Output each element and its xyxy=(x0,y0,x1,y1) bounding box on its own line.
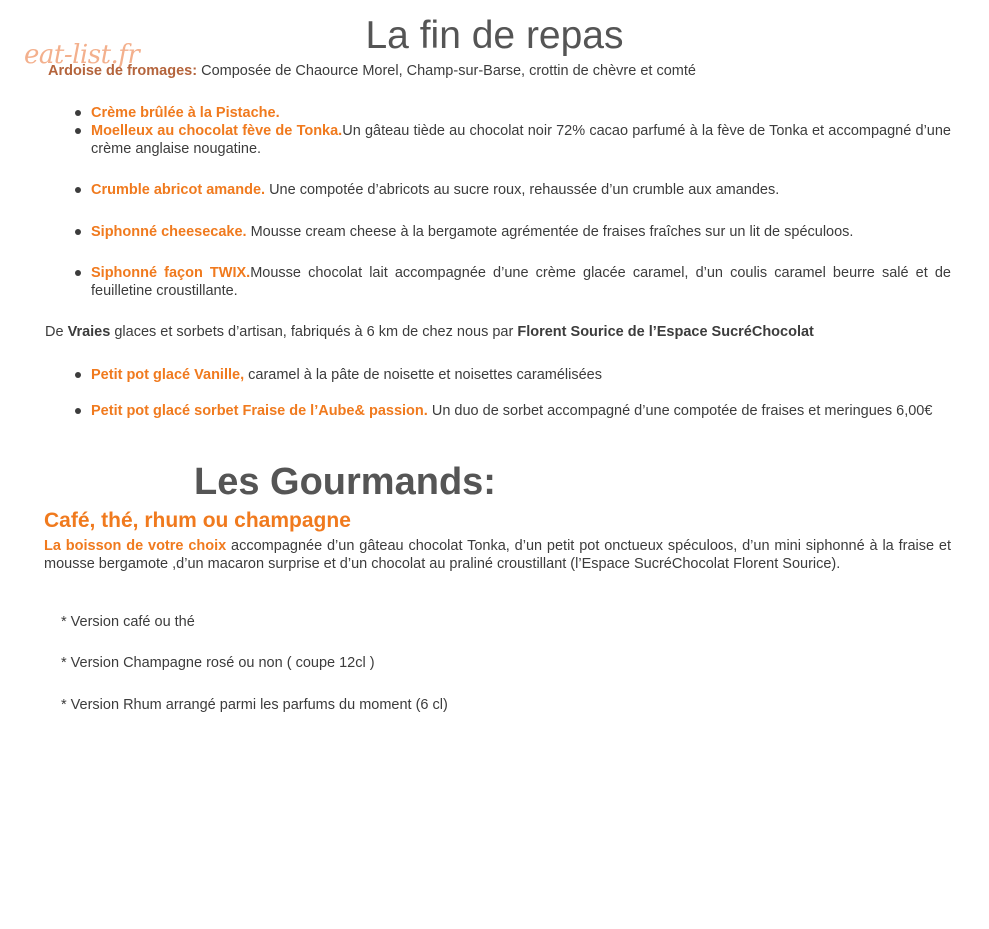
watermark-logo: eat-list.fr xyxy=(24,40,140,70)
intro-bold: Vraies xyxy=(67,324,111,340)
ice-cream-name: Petit pot glacé Vanille, xyxy=(91,367,245,383)
dessert-item xyxy=(91,264,951,300)
dessert-item xyxy=(91,104,951,122)
dessert-desc: Mousse chocolat lait accompagnée d’une crème glacée caramel, d’un coulis caramel beurre salé et de feuilletine croustillante. xyxy=(91,265,951,299)
gourmands-heading: Les Gourmands: xyxy=(194,461,496,503)
dessert-name: Siphonné façon TWIX. xyxy=(91,265,251,281)
dessert-name: Crumble abricot amande. xyxy=(91,182,266,198)
ice-cream-desc: Un duo de sorbet accompagné d’une compotée de fraises et meringues 6,00€ xyxy=(427,403,933,419)
intro-bold-maker: Florent Sourice de l’Espace SucréChocolat xyxy=(517,324,814,340)
ice-cream-item xyxy=(91,366,951,384)
dessert-name: Moelleux au chocolat fève de Tonka. xyxy=(91,123,343,139)
ice-cream-intro xyxy=(45,324,965,340)
cheese-board-label: Ardoise de fromages: xyxy=(48,63,198,79)
gourmands-description xyxy=(44,537,951,573)
dessert-desc: Une compotée d’abricots au sucre roux, rehaussée d’un crumble aux amandes. xyxy=(265,182,780,198)
ice-cream-desc: caramel à la pâte de noisette et noisettes caramélisées xyxy=(244,367,602,383)
ice-cream-item xyxy=(91,402,951,420)
dessert-desc: Mousse cream cheese à la bergamote agrémentée de fraises fraîches sur un lit de spéculoos. xyxy=(246,224,854,240)
ice-cream-name: Petit pot glacé sorbet Fraise de l’Aube& passion. xyxy=(91,403,428,419)
dessert-item xyxy=(91,122,951,158)
cheese-board-text: Composée de Chaource Morel, Champ-sur-Barse, crottin de chèvre et comté xyxy=(197,63,696,79)
dessert-name: Siphonné cheesecake. xyxy=(91,224,247,240)
gourmands-desc: accompagnée d’un gâteau chocolat Tonka, d’un petit pot onctueux spéculoos, d’un mini siphonné à la fraise et mousse bergamote ,d’un macaron surprise et d’un chocolat au praliné croustillant (l’Espace SucréChocolat Florent Sourice). xyxy=(44,538,951,572)
intro-text: glaces et sorbets d’artisan, fabriqués à 6 km de chez nous par xyxy=(110,324,518,340)
version-item: * Version café ou thé xyxy=(61,614,195,630)
gourmands-subheading: Café, thé, rhum ou champagne xyxy=(44,509,351,532)
version-item: * Version Rhum arrangé parmi les parfums du moment (6 cl) xyxy=(61,697,448,713)
dessert-item xyxy=(91,181,951,199)
dessert-name: Crème brûlée à la Pistache. xyxy=(91,105,280,121)
dessert-item xyxy=(91,223,951,241)
intro-text: De xyxy=(45,324,68,340)
cheese-board-line xyxy=(48,63,948,79)
version-item: * Version Champagne rosé ou non ( coupe 12cl ) xyxy=(61,655,375,671)
dessert-desc: Un gâteau tiède au chocolat noir 72% cacao parfumé à la fève de Tonka et accompagné d’une crème anglaise nougatine. xyxy=(91,123,951,157)
page-title: La fin de repas xyxy=(365,14,624,57)
gourmands-lead: La boisson de votre choix xyxy=(44,538,227,554)
